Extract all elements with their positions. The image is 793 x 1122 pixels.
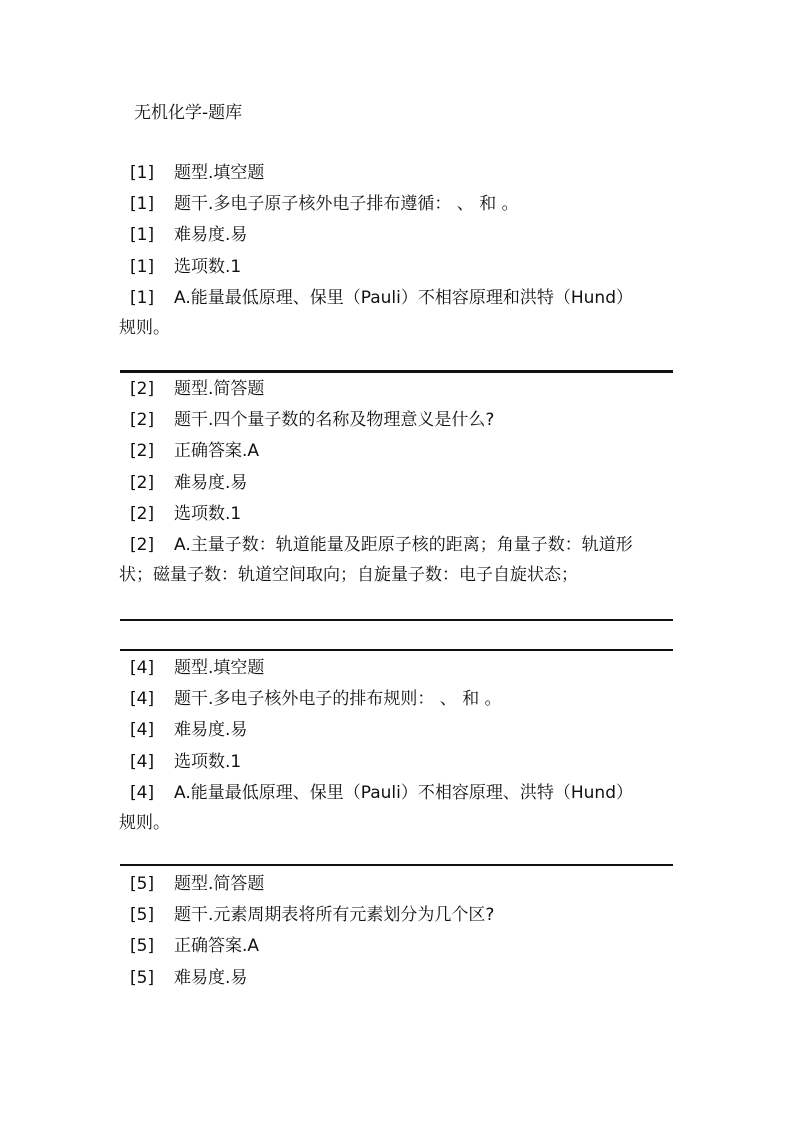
question-number: [2] (130, 441, 155, 462)
question-field: 题干.多电子核外电子的排布规则： 、 和 。 (174, 689, 502, 710)
question-field: 题干.元素周期表将所有元素划分为几个区? (174, 905, 495, 926)
question-number: [4] (130, 658, 155, 678)
answer-continuation: 规则。 (119, 813, 170, 833)
question-field: 选项数.1 (174, 503, 242, 524)
question-field: A.能量最低原理、保里（Pauli）不相容原理和洪特（Hund） (174, 287, 633, 308)
question-field: 难易度.易 (174, 472, 248, 493)
question-number: [5] (130, 874, 155, 894)
question-number: [2] (130, 535, 155, 555)
question-field: 难易度.易 (174, 967, 248, 988)
question-number: [1] (130, 225, 155, 246)
divider (120, 370, 673, 373)
question-field: 题型.简答题 (174, 874, 265, 894)
question-field: 难易度.易 (174, 225, 248, 246)
question-number: [2] (130, 503, 155, 524)
document-title: 无机化学-题库 (134, 103, 243, 123)
question-field: A.主量子数：轨道能量及距原子核的距离；角量子数：轨道形 (174, 535, 633, 555)
question-number: [4] (130, 720, 155, 741)
divider (120, 619, 673, 621)
question-field: 选项数.1 (174, 751, 242, 772)
question-field: 正确答案.A (174, 441, 260, 462)
question-field: 正确答案.A (174, 936, 260, 957)
question-number: [1] (130, 163, 155, 183)
question-field: 题型.填空题 (174, 163, 265, 183)
question-number: [5] (130, 905, 155, 926)
question-field: 题型.填空题 (174, 658, 265, 678)
question-field: A.能量最低原理、保里（Pauli）不相容原理、洪特（Hund） (174, 782, 633, 803)
question-number: [4] (130, 782, 155, 803)
question-number: [2] (130, 379, 155, 399)
question-number: [4] (130, 689, 155, 710)
question-number: [1] (130, 287, 155, 308)
divider (120, 864, 673, 866)
question-field: 题干.四个量子数的名称及物理意义是什么? (174, 410, 495, 431)
question-field: 难易度.易 (174, 720, 248, 741)
answer-continuation: 状；磁量子数：轨道空间取向；自旋量子数：电子自旋状态； (119, 565, 578, 586)
answer-continuation: 规则。 (119, 318, 170, 338)
question-field: 选项数.1 (174, 256, 242, 277)
divider (120, 649, 673, 651)
question-number: [5] (130, 936, 155, 957)
question-number: [2] (130, 410, 155, 431)
question-field: 题型.简答题 (174, 379, 265, 399)
question-number: [5] (130, 967, 155, 988)
question-number: [2] (130, 472, 155, 493)
question-number: [1] (130, 194, 155, 215)
question-number: [1] (130, 256, 155, 277)
question-field: 题干.多电子原子核外电子排布遵循： 、 和 。 (174, 194, 519, 215)
question-number: [4] (130, 751, 155, 772)
